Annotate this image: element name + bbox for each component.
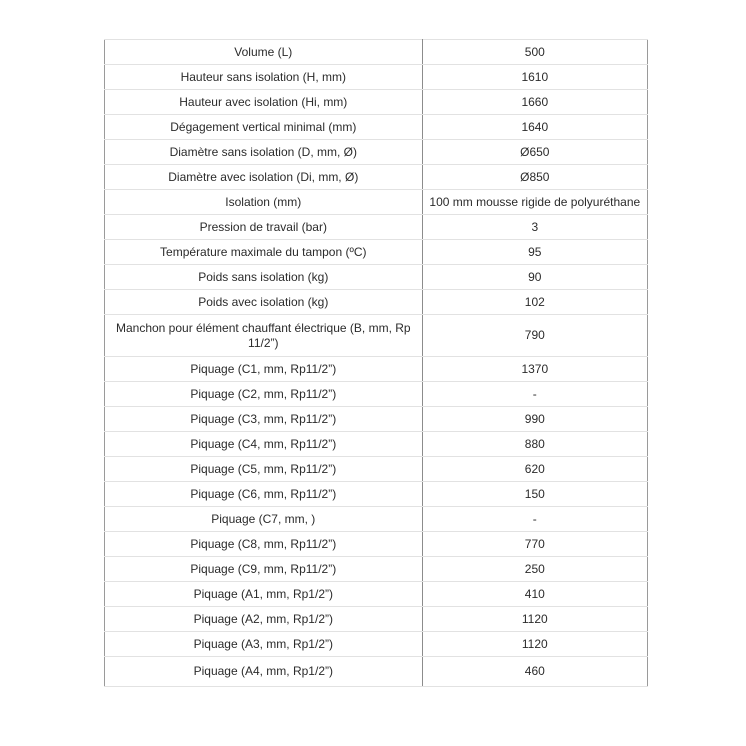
row-value: 1120: [422, 632, 647, 657]
row-value: 1660: [422, 90, 647, 115]
table-row-piquage-c7: [105, 507, 648, 532]
table-row-pression-travail: [105, 215, 648, 240]
row-value: 1610: [422, 65, 647, 90]
table-row-isolation: [105, 190, 648, 215]
row-label: Piquage (C2, mm, Rp11/2”): [105, 382, 423, 407]
row-label: Piquage (A3, mm, Rp1/2”): [105, 632, 423, 657]
row-label: Piquage (C7, mm, ): [105, 507, 423, 532]
table-row-piquage-c4: [105, 432, 648, 457]
row-value: 102: [422, 290, 647, 315]
table-row-piquage-a1: [105, 582, 648, 607]
table-row-volume: [105, 40, 648, 65]
row-label: Température maximale du tampon (ºC): [105, 240, 423, 265]
row-label: Piquage (A4, mm, Rp1/2”): [105, 657, 423, 687]
row-value: 250: [422, 557, 647, 582]
row-value: 1120: [422, 607, 647, 632]
row-label: Pression de travail (bar): [105, 215, 423, 240]
table-row-piquage-c1: [105, 357, 648, 382]
row-value: 990: [422, 407, 647, 432]
row-value: 500: [422, 40, 647, 65]
row-value: 620: [422, 457, 647, 482]
table-row-piquage-c2: [105, 382, 648, 407]
row-value: 3: [422, 215, 647, 240]
row-label: Piquage (C9, mm, Rp11/2”): [105, 557, 423, 582]
table-row-diametre-avec-isolation: [105, 165, 648, 190]
table-row-manchon-element-chauffant: [105, 315, 648, 357]
table-row-degagement-vertical: [105, 115, 648, 140]
table-row-piquage-c5: [105, 457, 648, 482]
row-value: 1370: [422, 357, 647, 382]
table-row-piquage-c6: [105, 482, 648, 507]
table-row-piquage-c9: [105, 557, 648, 582]
row-label: Piquage (A1, mm, Rp1/2”): [105, 582, 423, 607]
row-value: 460: [422, 657, 647, 687]
table-row-temperature-maximale: [105, 240, 648, 265]
row-label: Piquage (C8, mm, Rp11/2”): [105, 532, 423, 557]
table-row-piquage-a2: [105, 607, 648, 632]
row-label: Poids sans isolation (kg): [105, 265, 423, 290]
row-value: 790: [422, 315, 647, 357]
row-label: Hauteur avec isolation (Hi, mm): [105, 90, 423, 115]
row-value: 150: [422, 482, 647, 507]
table-row-hauteur-sans-isolation: [105, 65, 648, 90]
row-value: 95: [422, 240, 647, 265]
row-value: -: [422, 507, 647, 532]
row-value: 100 mm mousse rigide de polyuréthane: [422, 190, 647, 215]
row-label: Piquage (C1, mm, Rp11/2”): [105, 357, 423, 382]
row-label: Piquage (C6, mm, Rp11/2”): [105, 482, 423, 507]
table-row-piquage-c3: [105, 407, 648, 432]
table-row-poids-sans-isolation: [105, 265, 648, 290]
row-label: Piquage (C3, mm, Rp11/2”): [105, 407, 423, 432]
row-label: Diamètre avec isolation (Di, mm, Ø): [105, 165, 423, 190]
row-label: Dégagement vertical minimal (mm): [105, 115, 423, 140]
row-label: Hauteur sans isolation (H, mm): [105, 65, 423, 90]
table-row-piquage-a4: [105, 657, 648, 687]
row-value: -: [422, 382, 647, 407]
row-value: 90: [422, 265, 647, 290]
row-label: Diamètre sans isolation (D, mm, Ø): [105, 140, 423, 165]
row-label: Manchon pour élément chauffant électrique (B, mm, Rp 11/2”): [105, 315, 423, 357]
table-row-poids-avec-isolation: [105, 290, 648, 315]
row-value: Ø850: [422, 165, 647, 190]
table-row-diametre-sans-isolation: [105, 140, 648, 165]
specifications-table-body: [105, 40, 648, 687]
row-value: 880: [422, 432, 647, 457]
row-label: Isolation (mm): [105, 190, 423, 215]
row-value: Ø650: [422, 140, 647, 165]
row-value: 770: [422, 532, 647, 557]
row-label: Piquage (C4, mm, Rp11/2”): [105, 432, 423, 457]
table-row-piquage-a3: [105, 632, 648, 657]
row-label: Piquage (A2, mm, Rp1/2”): [105, 607, 423, 632]
row-label: Poids avec isolation (kg): [105, 290, 423, 315]
row-label: Volume (L): [105, 40, 423, 65]
table-row-piquage-c8: [105, 532, 648, 557]
specifications-table: [104, 39, 648, 687]
row-label: Piquage (C5, mm, Rp11/2”): [105, 457, 423, 482]
table-row-hauteur-avec-isolation: [105, 90, 648, 115]
row-value: 410: [422, 582, 647, 607]
row-value: 1640: [422, 115, 647, 140]
